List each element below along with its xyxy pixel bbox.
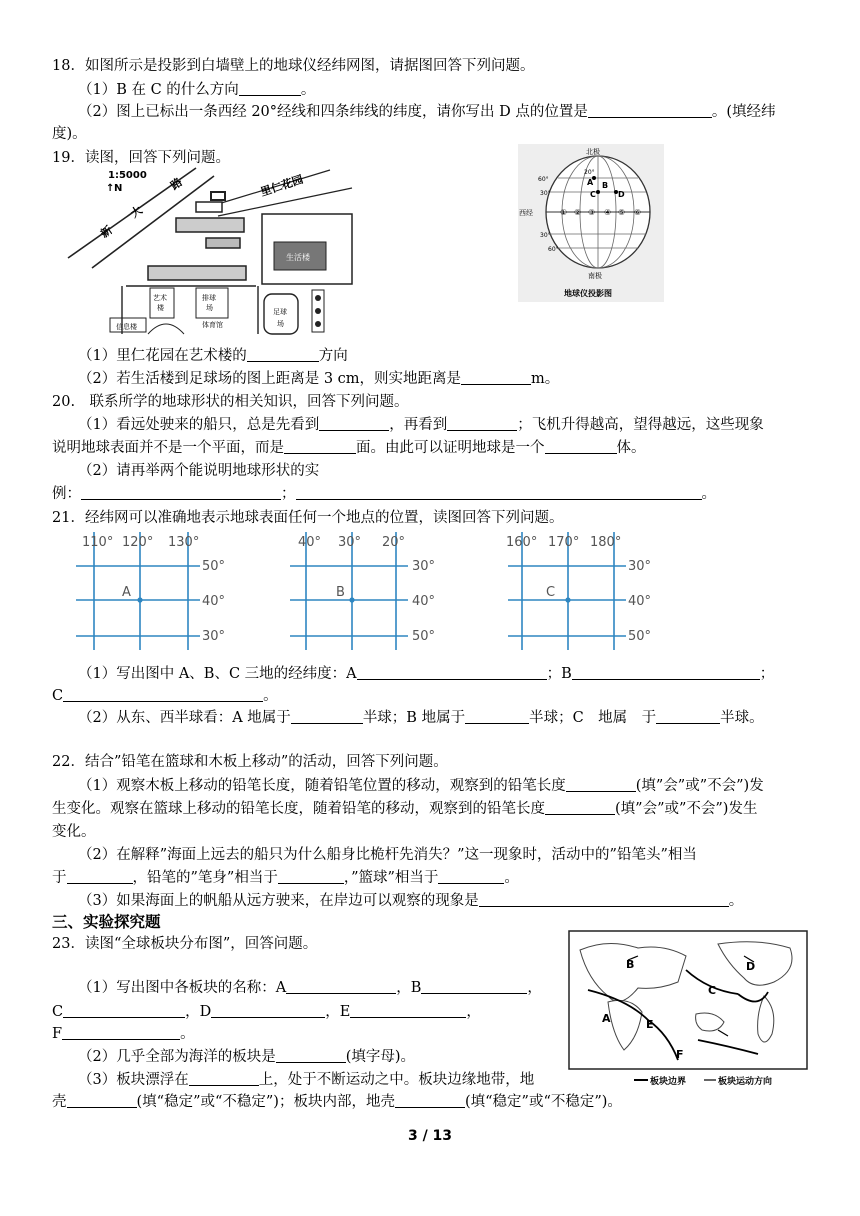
q21-part1-cont: C 。 (52, 688, 278, 704)
answer-blank[interactable] (189, 1070, 259, 1086)
circle-num: ⑤ (618, 208, 626, 217)
q20-part1-cont: 说明地球表面并不是一个平面，而是 面。由此可以证明地球是一个 体。 (52, 440, 646, 456)
grid-b-top-3: 20° (382, 535, 406, 550)
answer-blank[interactable] (296, 484, 702, 500)
legend-motion-label: 板块运动方向 (718, 1077, 773, 1087)
grid-a-right-3: 30° (202, 629, 226, 644)
art-building-label-2: 楼 (157, 304, 164, 312)
answer-blank[interactable] (276, 1047, 346, 1063)
q22-part1-cont: 生变化。观察在篮球上移动的铅笔长度，随着铅笔的移动，观察到的铅笔长度 (填”会”或”不会”)发生 (52, 801, 758, 817)
grid-a-top-1: 110° (82, 535, 114, 550)
q21-stem: 21．经纬网可以准确地表示地球表面任何一个地点的位置，读图回答下列问题。 (52, 510, 564, 526)
grid-a-top-3: 130° (168, 535, 200, 550)
answer-blank[interactable] (465, 708, 529, 724)
answer-blank[interactable] (461, 369, 531, 385)
globe-projection-figure (518, 144, 664, 302)
north-arrow-icon: ↑ (106, 183, 115, 194)
q18-stem: 18．如图所示是投影到白墙壁上的地球仪经纬网图，请据图回答下列问题。 (52, 58, 535, 74)
grid-point-a-label: A (122, 585, 131, 600)
west-longitude-label: 西经 (519, 209, 533, 217)
answer-blank[interactable] (291, 708, 363, 724)
life-building-label: 生活楼 (286, 253, 310, 262)
page-number: 3 / 13 (407, 1128, 453, 1144)
q22-part2: （2）在解释”海面上远去的船只为什么船身比桅杆先消失？”这一现象时，活动中的”铅笔头”相当 (78, 847, 697, 863)
answer-blank[interactable] (438, 868, 504, 884)
q18-part2: （2）图上已标出一条西经 20°经线和四条纬线的纬度，请你写出 D 点的位置是 。(填经纬 (78, 104, 776, 120)
football-label-2: 场 (277, 320, 284, 328)
plate-label-b: B (626, 958, 635, 971)
q20-part2-cont: 例： ； 。 (52, 486, 716, 502)
north-label: N (114, 183, 123, 194)
globe-caption: 地球仪投影图 (564, 289, 612, 298)
answer-blank[interactable] (545, 799, 615, 815)
q20-part1: （1）看远处驶来的船只，总是先看到 ，再看到 ；飞机升得越高，望得越远，这些现象 (78, 417, 764, 433)
answer-blank[interactable] (572, 664, 760, 680)
q22-part1: （1）观察木板上移动的铅笔长度，随着铅笔位置的移动，观察到的铅笔长度 (填”会”或”不会”)发 (78, 778, 764, 794)
section-title: 三、实验探究题 (52, 913, 161, 931)
grid-b-right-1: 30° (412, 559, 436, 574)
answer-blank[interactable] (63, 686, 263, 702)
answer-blank[interactable] (545, 438, 617, 454)
q22-part2-cont: 于 ，铅笔的”笔身”相当于 ，”篮球”相当于 。 (52, 870, 519, 886)
answer-blank[interactable] (63, 1002, 185, 1018)
q23-part3: （3）板块漂浮在 上，处于不断运动之中。板块边缘地带，地 (78, 1072, 535, 1088)
answer-blank[interactable] (211, 1002, 325, 1018)
point-c: C (590, 190, 596, 199)
circle-num: ③ (588, 208, 596, 217)
q19-part2: （2）若生活楼到足球场的图上距离是 3 cm，则实地距离是 m。 (78, 371, 560, 387)
road-char-2: 大 (128, 203, 145, 221)
q20-part2: （2）请再举两个能说明地球形状的实 (78, 463, 320, 479)
plate-label-d: D (746, 960, 756, 973)
grid-c-right-3: 50° (628, 629, 652, 644)
grid-b-top-2: 30° (338, 535, 362, 550)
q18-part1: （1）B 在 C 的什么方向 。 (78, 82, 316, 98)
library-label: 信息楼 (116, 323, 137, 331)
q23-part1: （1）写出图中各板块的名称：A ，B ， (78, 980, 542, 996)
plate-label-a: A (602, 1012, 611, 1025)
grid-a-top-2: 120° (122, 535, 154, 550)
q23-part1-end: F 。 (52, 1026, 195, 1042)
road-char-3: 路 (168, 175, 185, 193)
grid-c-top-2: 170° (548, 535, 580, 550)
answer-blank[interactable] (357, 664, 547, 680)
volleyball-label-1: 排球 (202, 294, 216, 302)
answer-blank[interactable] (278, 868, 344, 884)
grid-c-right-2: 40° (628, 594, 652, 609)
garden-label: 里仁花园 (258, 172, 305, 199)
point-a: A (587, 178, 594, 187)
q23-stem: 23．读图“全球板块分布图”，回答问题。 (52, 936, 318, 952)
answer-blank[interactable] (421, 978, 527, 994)
answer-blank[interactable] (286, 978, 396, 994)
art-building-label-1: 艺术 (153, 294, 167, 302)
q19-stem: 19．读图，回答下列问题。 (52, 150, 230, 166)
gym-label: 体育馆 (202, 321, 223, 329)
map-scale: 1:5000 (108, 170, 147, 181)
q22-part1-end: 变化。 (52, 824, 96, 840)
lat-label: 30° (540, 190, 551, 197)
lat-label: 60° (538, 176, 549, 183)
lon-label: 20° (584, 169, 595, 176)
grid-c-top-3: 180° (590, 535, 622, 550)
answer-blank[interactable] (67, 868, 133, 884)
q18-part2-cont: 度)。 (52, 126, 87, 142)
grid-a-right-2: 40° (202, 594, 226, 609)
circle-num: ① (560, 208, 568, 217)
point-d: D (618, 190, 625, 199)
q22-stem: 22．结合”铅笔在篮球和木板上移动”的活动，回答下列问题。 (52, 754, 448, 770)
grid-b-top-1: 40° (298, 535, 322, 550)
volleyball-label-2: 场 (206, 304, 213, 312)
grid-c-top-1: 160° (506, 535, 538, 550)
answer-blank[interactable] (656, 708, 720, 724)
q22-part3: （3）如果海面上的帆船从远方驶来，在岸边可以观察的现象是 。 (78, 893, 744, 909)
plate-label-c: C (708, 984, 717, 997)
answer-blank[interactable] (319, 415, 389, 431)
campus-map-figure (66, 166, 356, 336)
answer-blank[interactable] (395, 1092, 465, 1108)
answer-blank[interactable] (566, 776, 636, 792)
q21-part1: （1）写出图中 A、B、C 三地的经纬度：A ；B ； (78, 666, 775, 682)
q19-part1: （1）里仁花园在艺术楼的 方向 (78, 348, 348, 364)
south-pole-label: 南极 (588, 272, 602, 280)
circle-num: ④ (604, 208, 612, 217)
grid-b-right-2: 40° (412, 594, 436, 609)
plate-label-f: F (676, 1048, 684, 1061)
plate-map-figure (568, 930, 808, 1090)
q23-part1-cont: C ，D ，E ， (52, 1004, 481, 1020)
plate-label-e: E (646, 1018, 654, 1031)
answer-blank[interactable] (67, 1092, 137, 1108)
lat-label: 60° (548, 246, 559, 253)
circle-num: ② (574, 208, 582, 217)
grid-c-right-1: 30° (628, 559, 652, 574)
answer-blank[interactable] (479, 891, 729, 907)
grid-a-right-1: 50° (202, 559, 226, 574)
answer-blank[interactable] (81, 484, 281, 500)
lat-lon-grids-figure (76, 532, 656, 650)
legend-boundary-label: 板块边界 (650, 1077, 687, 1087)
answer-blank[interactable] (284, 438, 356, 454)
grid-point-c-label: C (546, 585, 556, 600)
q23-part3-cont: 壳 (填“稳定”或“不稳定”)；板块内部，地壳 (填“稳定”或“不稳定”)。 (52, 1094, 622, 1110)
answer-blank[interactable] (239, 80, 301, 96)
answer-blank[interactable] (588, 102, 712, 118)
answer-blank[interactable] (447, 415, 517, 431)
answer-blank[interactable] (247, 346, 319, 362)
q20-stem: 20. 联系所学的地球形状的相关知识，回答下列问题。 (52, 394, 409, 410)
football-label-1: 足球 (273, 308, 287, 316)
q21-part2: （2）从东、西半球看：A 地属于 半球；B 地属于 半球；C 地属 于 半球。 (78, 710, 764, 726)
point-b: B (602, 181, 609, 190)
road-char-1: 新 (98, 223, 115, 241)
lat-label: 30° (540, 232, 551, 239)
answer-blank[interactable] (62, 1024, 180, 1040)
grid-point-b-label: B (336, 585, 345, 600)
north-pole-label: 北极 (586, 148, 600, 156)
grid-b-right-3: 50° (412, 629, 436, 644)
answer-blank[interactable] (350, 1002, 466, 1018)
circle-num: ⑥ (634, 208, 642, 217)
q23-part2: （2）几乎全部为海洋的板块是 (填字母)。 (78, 1049, 416, 1065)
